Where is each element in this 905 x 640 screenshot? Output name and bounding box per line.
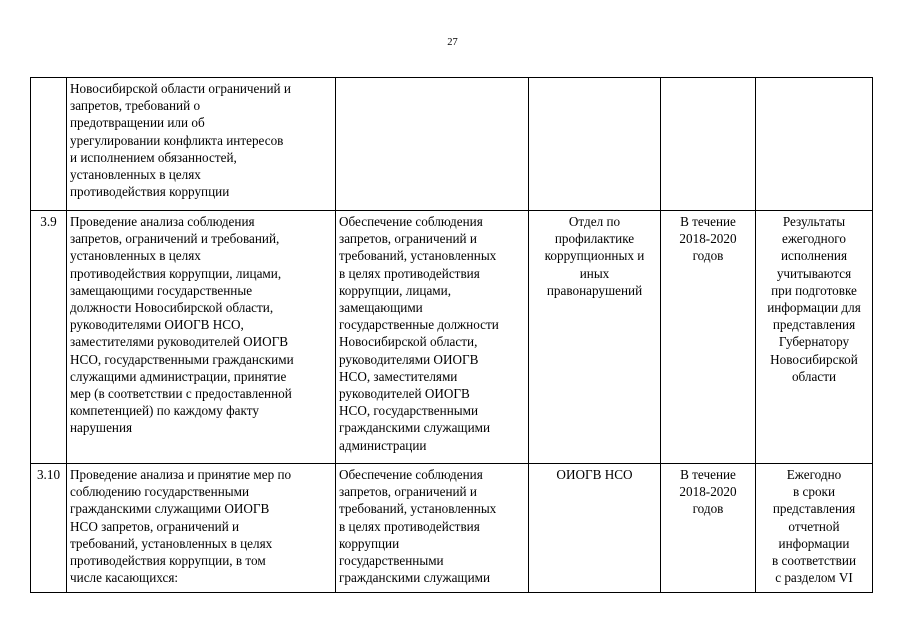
cell-text-line: требований, установленных в целях bbox=[70, 535, 273, 551]
cell-text-line: урегулировании конфликта интересов bbox=[70, 132, 284, 148]
cell-text-line: в сроки bbox=[792, 484, 836, 500]
cell-text-line: НСО, государственными bbox=[339, 403, 479, 419]
cell-text-line: информации для bbox=[767, 300, 861, 316]
cell-text-line: годов bbox=[692, 248, 724, 264]
cell-text-line: государственными bbox=[339, 553, 444, 569]
executor-cell bbox=[529, 211, 661, 464]
cell-text-line: коррупции, лицами, bbox=[339, 282, 452, 298]
cell-text-line: в целях противодействия bbox=[339, 518, 480, 534]
result-cell bbox=[756, 211, 873, 464]
cell-text-line: годов bbox=[692, 501, 724, 517]
cell-text-line: коррупционных и bbox=[544, 248, 645, 264]
cell-text-line: администрации bbox=[339, 437, 427, 453]
cell-text-line: правонарушений bbox=[546, 282, 643, 298]
executor-cell bbox=[529, 78, 661, 211]
goal-cell bbox=[336, 464, 529, 593]
cell-text-line: Проведение анализа соблюдения bbox=[70, 214, 255, 229]
cell-text-line: с разделом VI bbox=[775, 570, 853, 586]
cell-text-line: представления bbox=[772, 317, 856, 333]
cell-text-line: представления bbox=[772, 501, 856, 517]
measure-cell bbox=[67, 464, 336, 593]
cell-text-line: Новосибирской bbox=[770, 351, 858, 367]
cell-text-line: 2018-2020 bbox=[679, 231, 737, 247]
cell-text-line: предотвращении или об bbox=[70, 115, 205, 131]
cell-text-line: Проведение анализа и принятие мер по bbox=[70, 467, 292, 482]
measure-cell bbox=[67, 211, 336, 464]
cell-text-line: в целях противодействия bbox=[339, 265, 480, 281]
cell-text-line: при подготовке bbox=[771, 282, 857, 298]
item-number-cell bbox=[31, 78, 67, 211]
cell-text-line: должности Новосибирской области, bbox=[70, 300, 274, 316]
cell-text-line: требований, установленных bbox=[339, 248, 497, 264]
cell-text-line: коррупции bbox=[339, 535, 400, 551]
page-number: 27 bbox=[447, 37, 458, 48]
cell-text-line: НСО запретов, ограничений и bbox=[70, 518, 240, 534]
cell-text-line: и исполнением обязанностей, bbox=[70, 149, 237, 165]
cell-text-line: служащими администрации, принятие bbox=[70, 368, 287, 384]
cell-text-line: Отдел по bbox=[568, 214, 621, 229]
cell-text-line: руководителями ОИОГВ НСО, bbox=[70, 317, 244, 333]
executor-cell bbox=[529, 464, 661, 593]
cell-text-line: отчетной bbox=[788, 518, 840, 534]
cell-text-line: нарушения bbox=[70, 420, 133, 436]
cell-text-line: области bbox=[791, 368, 837, 384]
result-cell bbox=[756, 78, 873, 211]
item-number-cell: 3.10 bbox=[31, 464, 67, 593]
cell-text-line: НСО, заместителями bbox=[339, 368, 458, 384]
cell-text-line: профилактике bbox=[554, 231, 635, 247]
cell-text-line: учитываются bbox=[776, 265, 852, 281]
cell-text-line: Губернатору bbox=[778, 334, 850, 350]
cell-text-line: замещающими bbox=[339, 300, 423, 316]
cell-text-line: замещающими государственные bbox=[70, 282, 253, 298]
cell-text-line: противодействия коррупции, в том bbox=[70, 553, 266, 569]
measure-cell bbox=[67, 78, 336, 211]
cell-text-line: запретов, требований о bbox=[70, 98, 201, 114]
cell-text-line: государственные должности bbox=[339, 317, 499, 333]
cell-text-line: ежегодного bbox=[782, 231, 846, 247]
goal-cell bbox=[336, 211, 529, 464]
cell-text-line: руководителями ОИОГВ bbox=[339, 351, 479, 367]
cell-text-line: мер (в соответствии с предоставленной bbox=[70, 386, 292, 402]
cell-text-line: руководителей ОИОГВ bbox=[339, 386, 470, 402]
deadline-cell bbox=[661, 211, 756, 464]
cell-text-line: запретов, ограничений и требований, bbox=[70, 231, 280, 247]
cell-text-line: Результаты bbox=[782, 214, 846, 229]
action-plan-table bbox=[30, 77, 873, 593]
cell-text-line: Новосибирской области, bbox=[339, 334, 478, 350]
cell-text-line: НСО, государственными гражданскими bbox=[70, 351, 294, 367]
table-body bbox=[31, 78, 873, 593]
cell-text-line: информации bbox=[778, 535, 850, 551]
cell-text-line: Новосибирской области ограничений и bbox=[70, 81, 291, 96]
cell-text-line: В течение bbox=[680, 467, 736, 482]
cell-text-line: Обеспечение соблюдения bbox=[339, 214, 483, 229]
table-row bbox=[31, 211, 873, 464]
cell-text-line: запретов, ограничений и bbox=[339, 484, 477, 500]
cell-text-line: установленных в целях bbox=[70, 248, 201, 264]
cell-text-line: Обеспечение соблюдения bbox=[339, 467, 483, 482]
deadline-cell bbox=[661, 464, 756, 593]
cell-text-line: заместителями руководителей ОИОГВ bbox=[70, 334, 289, 350]
table-row bbox=[31, 464, 873, 593]
cell-text-line: запретов, ограничений и bbox=[339, 231, 477, 247]
cell-text-line: гражданскими служащими bbox=[339, 420, 491, 436]
result-cell bbox=[756, 464, 873, 593]
goal-cell bbox=[336, 78, 529, 211]
cell-text-line: установленных в целях bbox=[70, 167, 201, 183]
cell-text-line: компетенцией) по каждому факту bbox=[70, 403, 259, 419]
cell-text-line: Ежегодно bbox=[786, 467, 842, 482]
cell-text-line: противодействия коррупции, лицами, bbox=[70, 265, 282, 281]
deadline-cell bbox=[661, 78, 756, 211]
cell-text-line: гражданскими служащими ОИОГВ bbox=[70, 501, 270, 517]
cell-text-line: требований, установленных bbox=[339, 501, 497, 517]
item-number-cell: 3.9 bbox=[31, 211, 67, 464]
cell-text-line: в соответствии bbox=[771, 553, 857, 569]
cell-text-line: иных bbox=[579, 265, 610, 281]
cell-text-line: гражданскими служащими bbox=[339, 570, 491, 586]
cell-text-line: В течение bbox=[680, 214, 736, 229]
cell-text-line: соблюдению государственными bbox=[70, 484, 250, 500]
cell-text-line: противодействия коррупции bbox=[70, 184, 230, 200]
cell-text-line: 2018-2020 bbox=[679, 484, 737, 500]
cell-text-line: исполнения bbox=[780, 248, 848, 264]
cell-text-line: числе касающихся: bbox=[70, 570, 179, 586]
table-row bbox=[31, 78, 873, 211]
cell-text-line: ОИОГВ НСО bbox=[556, 467, 633, 482]
